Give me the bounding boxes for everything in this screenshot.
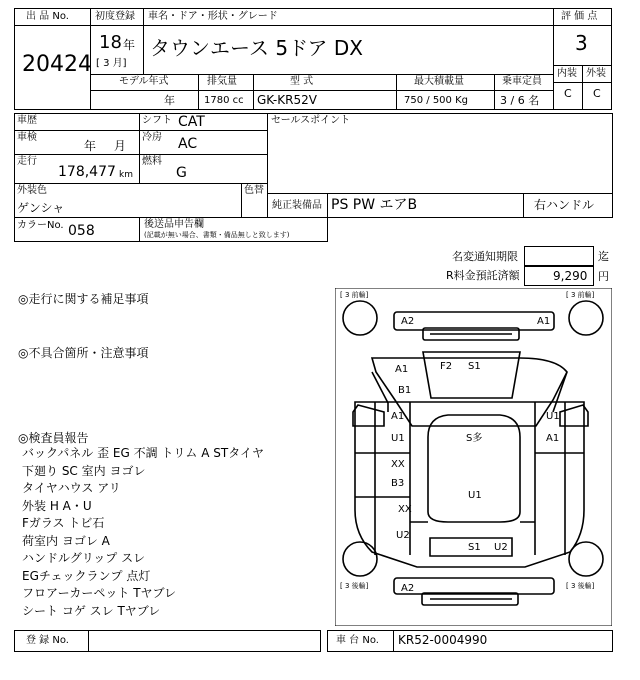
mark-windshield-s: S1 bbox=[468, 361, 481, 372]
fuel-value: G bbox=[176, 165, 187, 181]
score-value: 3 bbox=[575, 31, 588, 55]
mileage-label: 走行 bbox=[17, 156, 37, 167]
model-year-unit: 年 bbox=[164, 94, 175, 107]
mark-back-u2: U2 bbox=[494, 542, 508, 553]
inspection-value: 年 月 bbox=[84, 139, 126, 153]
driving-notes-title: ◎走行に関する補足事項 bbox=[18, 292, 149, 306]
exterior-color-label: 外装色 bbox=[17, 185, 47, 196]
first-reg-month: [ 3 月] bbox=[96, 58, 127, 69]
inspector-line: EGチェックランプ 点灯 bbox=[22, 568, 151, 583]
tread-front-right: [ 3 前輪] bbox=[566, 291, 595, 299]
mark-front-left-fender: A1 bbox=[395, 364, 409, 375]
mark-rear-bumper: A2 bbox=[401, 583, 415, 594]
history-label: 車歴 bbox=[17, 115, 37, 126]
aircon-label: 冷房 bbox=[142, 132, 162, 143]
name-change-suffix: 迄 bbox=[598, 250, 609, 263]
displacement-label: 排気量 bbox=[207, 76, 237, 87]
mark-windshield-f: F2 bbox=[440, 361, 453, 372]
interior-grade: C bbox=[564, 87, 572, 100]
mark-roof: S多 bbox=[466, 433, 483, 444]
mark-left-slide-xx: XX bbox=[391, 459, 405, 470]
model-year-label: モデル年式 bbox=[119, 76, 169, 87]
tread-rear-right: [ 3 後輪] bbox=[566, 582, 595, 590]
max-load-label: 最大積載量 bbox=[414, 76, 464, 87]
inspection-label: 車検 bbox=[17, 132, 37, 143]
mark-front-bumper-right: A1 bbox=[537, 316, 551, 327]
mark-left-pillar: B1 bbox=[398, 385, 412, 396]
mark-left-front-door-a: A1 bbox=[391, 411, 405, 422]
aircon-value: AC bbox=[178, 136, 198, 152]
model-label: 型 式 bbox=[290, 76, 314, 87]
recycle-label: R料金預託済額 bbox=[446, 269, 520, 282]
mileage-value: 178,477 bbox=[58, 164, 116, 180]
inspector-notes bbox=[22, 445, 322, 620]
equipment-value: PS PW エアB bbox=[331, 197, 418, 213]
reg-no-label: 登 録 No. bbox=[26, 635, 69, 646]
interior-label: 内装 bbox=[557, 68, 577, 79]
shift-value: CAT bbox=[178, 114, 205, 130]
inspector-title: ◎検査員報告 bbox=[18, 431, 89, 445]
exterior-label: 外装 bbox=[586, 68, 606, 79]
chassis-label: 車 台 No. bbox=[336, 635, 379, 646]
shift-label: シフト bbox=[142, 115, 172, 126]
color-no-label: カラーNo. bbox=[17, 220, 64, 231]
car-name: タウンエース 5ドア DX bbox=[150, 36, 363, 60]
fuel-label: 燃料 bbox=[142, 156, 162, 167]
max-load: 750 / 500 Kg bbox=[404, 95, 468, 106]
equipment-label: 純正装備品 bbox=[272, 200, 322, 211]
exterior-color-value: ゲンシャ bbox=[17, 201, 65, 215]
mark-left-rear-u2: U2 bbox=[396, 530, 410, 541]
inspector-line: タイヤハウス アリ bbox=[22, 481, 121, 495]
model-code: GK-KR52V bbox=[257, 93, 317, 107]
name-change-label: 名変通知期限 bbox=[452, 250, 518, 263]
mark-back-s1: S1 bbox=[468, 542, 481, 553]
mark-left-front-door-u: U1 bbox=[391, 433, 405, 444]
handle-value: 右ハンドル bbox=[534, 198, 595, 212]
first-reg-year: 18 bbox=[99, 32, 122, 53]
color-no-value: 058 bbox=[68, 223, 95, 239]
after-docs-label: 後送品申告欄 bbox=[144, 219, 204, 230]
mileage-unit: km bbox=[119, 170, 133, 180]
inspector-line: 下廻り SC 室内 ヨゴレ bbox=[22, 463, 146, 478]
inspector-line: ハンドルグリップ スレ bbox=[22, 551, 146, 565]
mark-left-slide-b3: B3 bbox=[391, 478, 405, 489]
mark-right-front-door-a: A1 bbox=[546, 433, 560, 444]
mark-left-rear-xx: XX bbox=[398, 504, 412, 515]
capacity: 3 / 6 名 bbox=[500, 94, 540, 107]
inspector-line: 外装 H A・U bbox=[22, 498, 92, 513]
inspector-line: フロアーカーペット Tヤブレ bbox=[22, 586, 177, 600]
inspector-line: 荷室内 ヨゴレ A bbox=[22, 533, 110, 548]
chassis-number: KR52-0004990 bbox=[398, 633, 488, 647]
lot-number: 20424 bbox=[22, 52, 92, 77]
year-unit: 年 bbox=[123, 38, 136, 52]
recycle-unit: 円 bbox=[598, 270, 609, 283]
car-name-label: 車名・ドア・形状・グレード bbox=[148, 11, 278, 22]
sales-points-label: セールスポイント bbox=[271, 115, 351, 126]
mark-front-bumper: A2 bbox=[401, 316, 415, 327]
car-damage-diagram bbox=[335, 288, 612, 626]
recycle-fee: 9,290 bbox=[553, 269, 588, 283]
tread-front-left: [ 3 前輪] bbox=[340, 291, 369, 299]
tread-rear-left: [ 3 後輪] bbox=[340, 582, 369, 590]
lot-label: 出 品 No. bbox=[26, 11, 69, 22]
after-docs-note: (記載が無い場合、書類・備品無しと致します) bbox=[144, 231, 290, 239]
displacement: 1780 cc bbox=[204, 95, 244, 106]
defects-title: ◎不具合箇所・注意事項 bbox=[18, 346, 149, 360]
mark-center-u1: U1 bbox=[468, 490, 482, 501]
exterior-grade: C bbox=[593, 87, 601, 100]
name-change-box bbox=[524, 246, 594, 266]
inspector-line: Fガラス トビ石 bbox=[22, 516, 105, 530]
capacity-label: 乗車定員 bbox=[502, 76, 542, 87]
color-change-label: 色替 bbox=[244, 185, 264, 196]
inspector-line: シート コゲ スレ Tヤブレ bbox=[22, 603, 161, 618]
mark-right-front-door-u: U1 bbox=[546, 411, 560, 422]
inspector-line: バックパネル 歪 EG 不調 トリム A STタイヤ bbox=[22, 446, 264, 460]
first-reg-label: 初度登録 bbox=[95, 11, 135, 22]
score-label: 評 価 点 bbox=[561, 11, 598, 22]
details-box bbox=[14, 113, 268, 184]
